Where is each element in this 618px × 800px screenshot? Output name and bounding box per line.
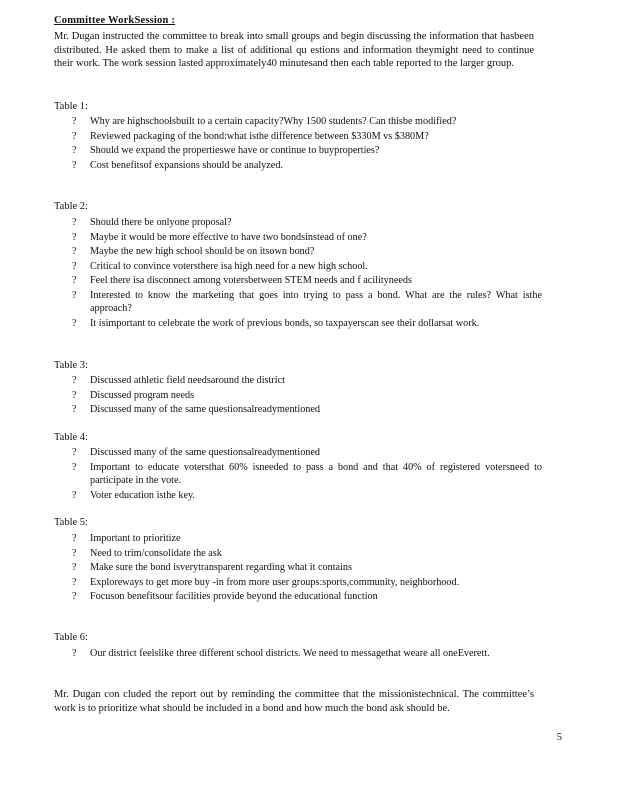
list-item: ? Voter education isthe key. xyxy=(72,489,195,501)
bullet-icon: ? xyxy=(72,489,77,501)
table-1-list xyxy=(72,115,542,173)
table-title: Table 6: xyxy=(54,632,88,643)
bullet-icon: ? xyxy=(72,461,77,473)
list-item: ? It isimportant to celebrate the work of previous bonds, so taxpayerscan see their dollarsat work. xyxy=(72,317,480,329)
bullet-icon: ? xyxy=(72,231,77,243)
list-item: ? Should there be onlyone proposal? xyxy=(72,217,232,228)
bullet-icon: ? xyxy=(72,116,77,127)
table-4-list xyxy=(72,446,542,503)
list-item: ? Exploreways to get more buy -in from more user groups:sports,community, neighborhood. xyxy=(72,576,460,588)
page-number: 5 xyxy=(556,732,562,743)
bullet-icon: ? xyxy=(72,275,77,287)
table-title: Table 4: xyxy=(54,432,88,443)
closing-paragraph: Mr. Dugan con cluded the report out by reminding the committee that the missionistechnical. The committee’s work is to prioritize what should be included in a bond and how much the bond ask should be. xyxy=(54,689,534,714)
table-3-list xyxy=(72,374,542,418)
bullet-icon: ? xyxy=(72,533,77,544)
bullet-icon: ? xyxy=(72,648,77,659)
list-item: ? Reviewed packaging of the bond:what isthe difference between $330M vs $380M? xyxy=(72,130,429,142)
list-item: ? Focuson benefitsour facilities provide beyond the educational function xyxy=(72,591,378,603)
section-heading: Committee WorkSession : xyxy=(54,15,176,26)
list-item: ? Important to educate votersthat 60% isneeded to pass a bond and that 40% of registered votersneed to participate in the vote. xyxy=(72,461,542,486)
list-item: ? Discussed program needs xyxy=(72,389,195,401)
table-title: Table 2: xyxy=(54,201,88,212)
bullet-icon: ? xyxy=(72,576,77,588)
table-6-list xyxy=(72,647,542,662)
bullet-icon: ? xyxy=(72,246,77,258)
bullet-icon: ? xyxy=(72,389,77,401)
bullet-icon: ? xyxy=(72,375,77,386)
list-item: ? Discussed athletic field needsaround the district xyxy=(72,375,285,386)
list-item: ? Our district feelslike three different school districts. We need to messagethat weare all oneEverett. xyxy=(72,648,490,659)
table-title: Table 5: xyxy=(54,517,88,528)
list-item: ? Should we expand the propertieswe have or continue to buyproperties? xyxy=(72,145,380,157)
bullet-icon: ? xyxy=(72,130,77,142)
bullet-icon: ? xyxy=(72,145,77,157)
table-title: Table 3: xyxy=(54,360,88,371)
bullet-icon: ? xyxy=(72,317,77,329)
bullet-icon: ? xyxy=(72,289,77,301)
intro-paragraph: Mr. Dugan instructed the committee to break into small groups and begin discussing the information that hasbeen distributed. He asked them to make a list of additional qu estions and information theymight need to continue their work. The work session lasted approximately40 minutesand then each table reported to the larger group. xyxy=(54,31,534,70)
table-2-list xyxy=(72,216,542,332)
list-item: ? Cost benefitsof expansions should be analyzed. xyxy=(72,159,283,171)
bullet-icon: ? xyxy=(72,562,77,574)
list-item: ? Why are highschoolsbuilt to a certain capacity?Why 1500 students? Can thisbe modified? xyxy=(72,116,457,127)
list-item: ? Discussed many of the same questionsalreadymentioned xyxy=(72,447,321,458)
list-item: ? Discussed many of the same questionsalreadymentioned xyxy=(72,404,321,416)
bullet-icon: ? xyxy=(72,217,77,228)
bullet-icon: ? xyxy=(72,159,77,171)
bullet-icon: ? xyxy=(72,447,77,458)
table-title: Table 1: xyxy=(54,101,88,112)
table-5-list xyxy=(72,532,542,605)
bullet-icon: ? xyxy=(72,591,77,603)
bullet-icon: ? xyxy=(72,260,77,272)
list-item: ? Need to trim/consolidate the ask xyxy=(72,547,222,559)
list-item: ? Interested to know the marketing that goes into trying to pass a bond. What are the rules? What isthe approach? xyxy=(72,289,542,315)
list-item: ? Important to prioritize xyxy=(72,533,181,544)
bullet-icon: ? xyxy=(72,547,77,559)
list-item: ? Maybe the new high school should be on itsown bond? xyxy=(72,246,315,258)
list-item: ? Feel there isa disconnect among votersbetween STEM needs and f acilityneeds xyxy=(72,275,412,287)
list-item: ? Critical to convince votersthere isa high need for a new high school. xyxy=(72,260,368,272)
bullet-icon: ? xyxy=(72,404,77,416)
list-item: ? Make sure the bond isverytransparent regarding what it contains xyxy=(72,562,352,574)
list-item: ? Maybe it would be more effective to have two bondsinstead of one? xyxy=(72,231,367,243)
